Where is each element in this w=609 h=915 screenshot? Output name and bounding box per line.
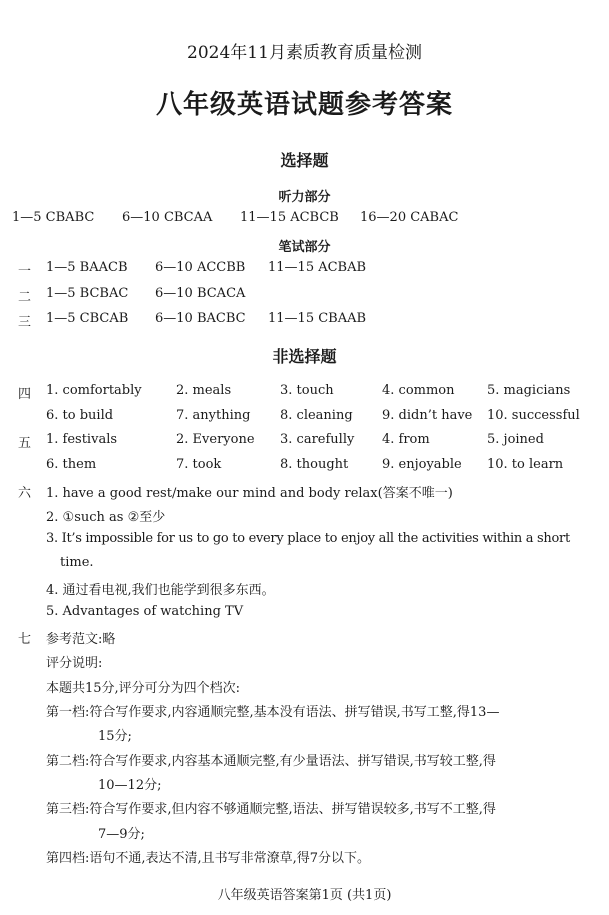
scoring-heading: 评分说明: xyxy=(46,656,103,671)
answer-item: 8. cleaning xyxy=(280,408,353,423)
question-number: 二 xyxy=(18,290,32,305)
scoring-line: 本题共15分,评分可分为四个档次: xyxy=(46,681,241,696)
answer-group: 1—5 CBCAB xyxy=(46,311,129,326)
answer-item: 7. took xyxy=(176,457,222,472)
answer-group: 6—10 CBCAA xyxy=(122,210,213,225)
answer-item: 1. festivals xyxy=(46,432,118,447)
section-heading-objective: 选择题 xyxy=(280,151,329,170)
answer-line: 2. ①such as ②至少 xyxy=(46,510,166,525)
part-label-listening: 听力部分 xyxy=(278,190,331,205)
answer-line: 5. Advantages of watching TV xyxy=(46,604,244,619)
question-number: 五 xyxy=(18,436,32,451)
answer-group: 1—5 BAACB xyxy=(46,260,128,275)
answer-item: 2. meals xyxy=(176,383,232,398)
scoring-line: 第三档:符合写作要求,但内容不够通顺完整,语法、拼写错误较多,书写不工整,得 xyxy=(46,802,496,817)
answer-item: 1. comfortably xyxy=(46,383,142,398)
question-number: 七 xyxy=(18,632,32,647)
answer-item: 6. to build xyxy=(46,408,114,423)
answer-item: 3. touch xyxy=(280,383,334,398)
question-number: 三 xyxy=(18,315,32,330)
answer-item: 9. enjoyable xyxy=(382,457,462,472)
answer-group: 11—15 ACBCB xyxy=(240,210,339,225)
answer-group: 6—10 BACBC xyxy=(155,311,246,326)
answer-item: 5. joined xyxy=(487,432,544,447)
answer-group: 11—15 ACBAB xyxy=(268,260,367,275)
answer-line: time. xyxy=(60,555,94,570)
answer-item: 10. successful xyxy=(487,408,580,423)
answer-item: 7. anything xyxy=(176,408,251,423)
answer-group: 6—10 ACCBB xyxy=(155,260,246,275)
answer-item: 9. didn’t have xyxy=(382,408,473,423)
exam-title: 八年级英语试题参考答案 xyxy=(155,90,453,120)
answer-group: 6—10 BCACA xyxy=(155,286,246,301)
scoring-line: 第二档:符合写作要求,内容基本通顺完整,有少量语法、拼写错误,书写较工整,得 xyxy=(46,754,496,769)
answer-line: 参考范文:略 xyxy=(46,632,116,647)
question-number: 一 xyxy=(18,264,32,279)
answer-item: 6. them xyxy=(46,457,97,472)
answer-item: 10. to learn xyxy=(487,457,564,472)
question-number: 六 xyxy=(18,486,32,501)
answer-item: 3. carefully xyxy=(280,432,355,447)
scoring-line: 第一档:符合写作要求,内容通顺完整,基本没有语法、拼写错误,书写工整,得13— xyxy=(46,705,500,720)
part-label-writing: 笔试部分 xyxy=(278,240,331,255)
answer-item: 4. common xyxy=(382,383,455,398)
question-number: 四 xyxy=(18,387,32,402)
scoring-line: 7—9分; xyxy=(98,827,145,842)
answer-group: 16—20 CABAC xyxy=(360,210,459,225)
scoring-line: 第四档:语句不通,表达不清,且书写非常潦草,得7分以下。 xyxy=(46,851,371,866)
answer-line: 1. have a good rest/make our mind and body relax(答案不唯一) xyxy=(46,486,453,501)
answer-group: 1—5 BCBAC xyxy=(46,286,129,301)
answer-line: 4. 通过看电视,我们也能学到很多东西。 xyxy=(46,583,275,598)
scoring-line: 10—12分; xyxy=(98,778,162,793)
answer-item: 4. from xyxy=(382,432,430,447)
answer-group: 11—15 CBAAB xyxy=(268,311,367,326)
answer-line: 3. It’s impossible for us to go to every place to enjoy all the activities within a short xyxy=(46,531,570,546)
scoring-line: 15分; xyxy=(98,729,132,744)
page-footer: 八年级英语答案第1页 (共1页) xyxy=(217,888,392,903)
answer-group: 1—5 CBABC xyxy=(12,210,95,225)
answer-item: 8. thought xyxy=(280,457,349,472)
answer-item: 5. magicians xyxy=(487,383,571,398)
section-heading-subjective: 非选择题 xyxy=(272,347,337,366)
exam-subtitle: 2024年11月素质教育质量检测 xyxy=(187,43,422,63)
answer-item: 2. Everyone xyxy=(176,432,255,447)
